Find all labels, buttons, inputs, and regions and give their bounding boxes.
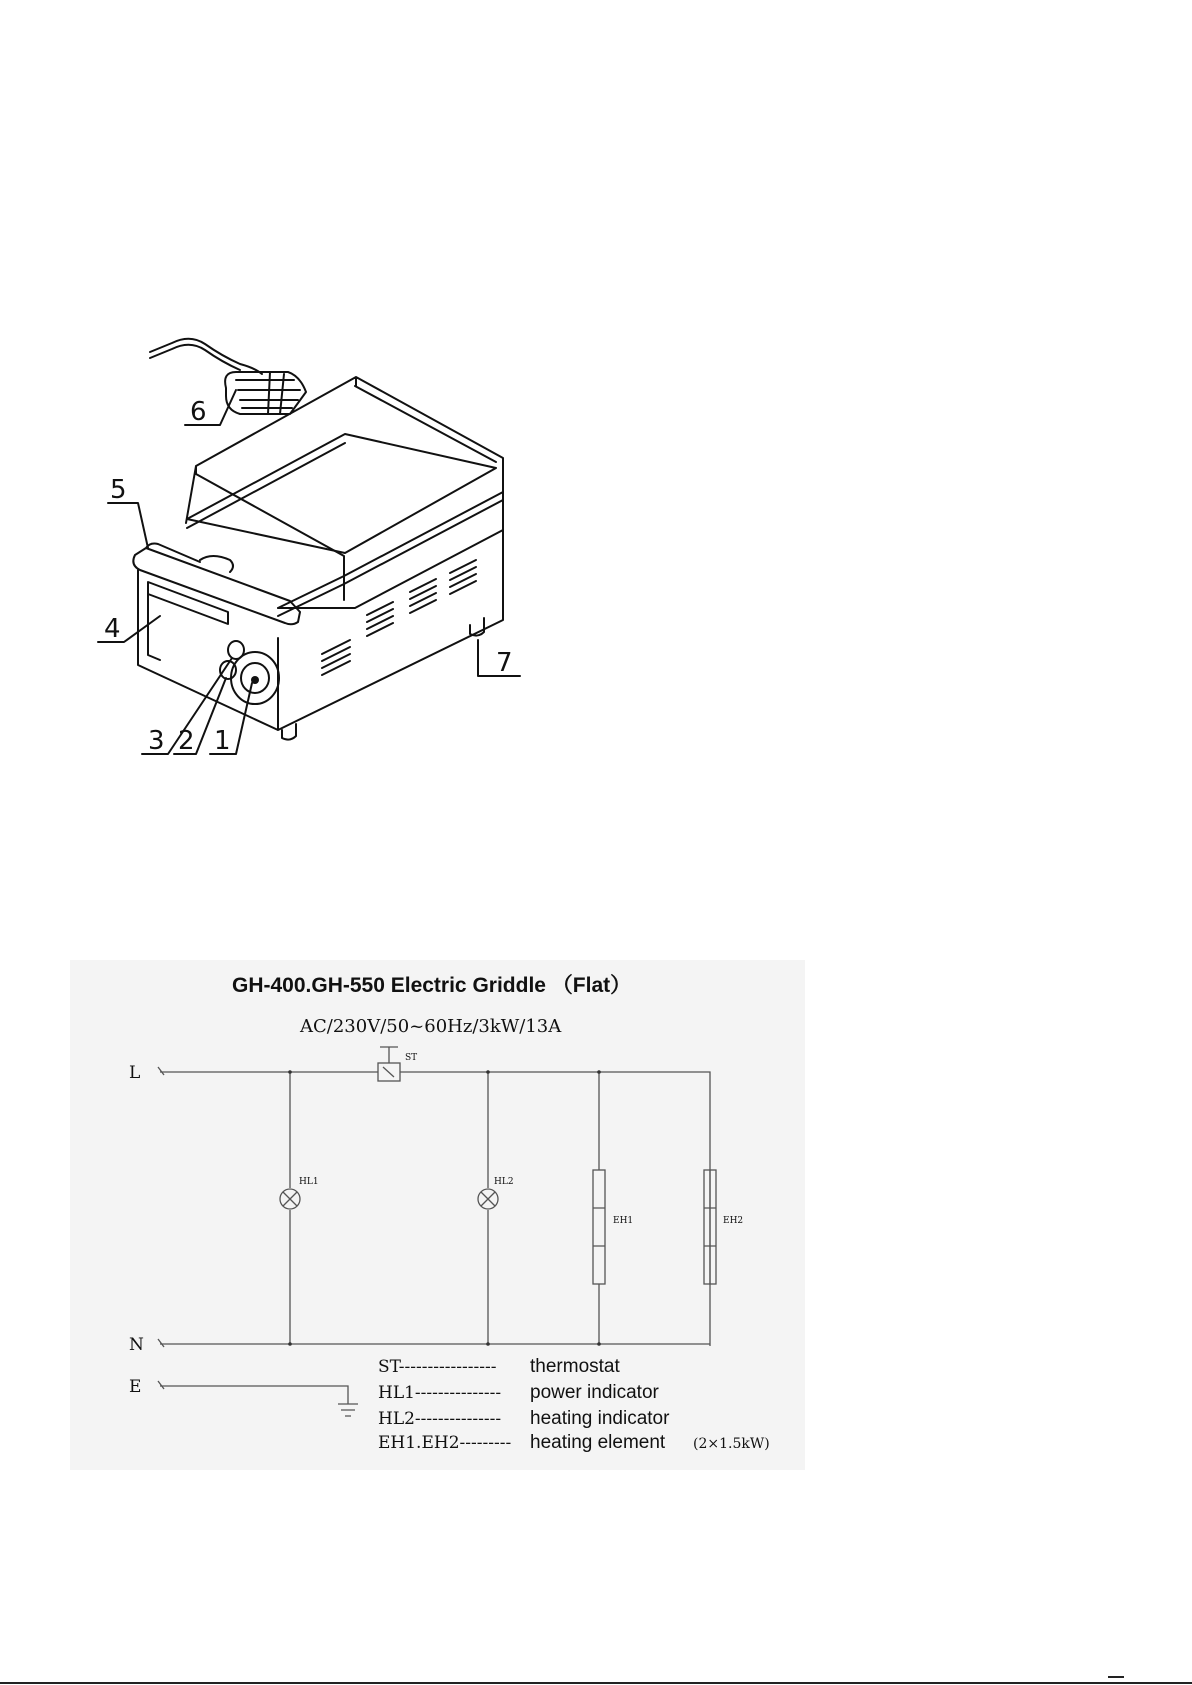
callout-6 [185, 390, 236, 427]
callout-4 [98, 614, 160, 644]
svg-text:7: 7 [496, 648, 513, 678]
legend-desc-hl2: heating indicator [530, 1408, 670, 1429]
circuit-spec: AC/230V/50~60Hz/3kW/13A [300, 1016, 562, 1037]
svg-text:3: 3 [148, 726, 165, 756]
legend-code-hl2: HL2--------------- [378, 1409, 502, 1429]
legend-note-eh: (2×1.5kW) [693, 1436, 770, 1452]
legend-code-hl1: HL1--------------- [378, 1383, 502, 1403]
cord-strain-relief [225, 372, 306, 414]
terminal-neutral: N [129, 1335, 144, 1355]
vent-slots [322, 560, 476, 675]
front-panel [138, 530, 503, 730]
legend-code-eh: EH1.EH2--------- [378, 1433, 512, 1453]
terminal-earth: E [129, 1377, 142, 1397]
drip-tray-slot [148, 582, 228, 660]
svg-text:4: 4 [104, 614, 121, 644]
terminal-line: L [129, 1063, 141, 1083]
svg-text:HL1: HL1 [299, 1177, 319, 1187]
legend-desc-eh: heating element [530, 1432, 666, 1453]
power-cord [150, 339, 262, 374]
svg-text:5: 5 [110, 475, 127, 505]
svg-text:1: 1 [214, 726, 231, 756]
callout-1 [210, 683, 252, 756]
svg-text:HL2: HL2 [494, 1177, 514, 1187]
side-splash [278, 492, 503, 616]
svg-text:EH2: EH2 [723, 1216, 744, 1226]
svg-text:6: 6 [190, 397, 207, 427]
circuit-diagram [70, 960, 805, 1470]
circuit-title: GH-400.GH-550 Electric Griddle （Flat） [232, 974, 632, 997]
callout-5 [108, 475, 148, 548]
svg-text:ST: ST [405, 1053, 418, 1063]
grease-trough [133, 544, 300, 625]
callout-7 [478, 640, 520, 678]
legend-code-st: ST----------------- [378, 1357, 497, 1377]
svg-text:EH1: EH1 [613, 1216, 634, 1226]
legend-desc-hl1: power indicator [530, 1382, 659, 1403]
legend-desc-st: thermostat [530, 1356, 620, 1377]
griddle-plate [187, 434, 496, 553]
svg-text:2: 2 [178, 726, 195, 756]
griddle-illustration [98, 339, 520, 756]
